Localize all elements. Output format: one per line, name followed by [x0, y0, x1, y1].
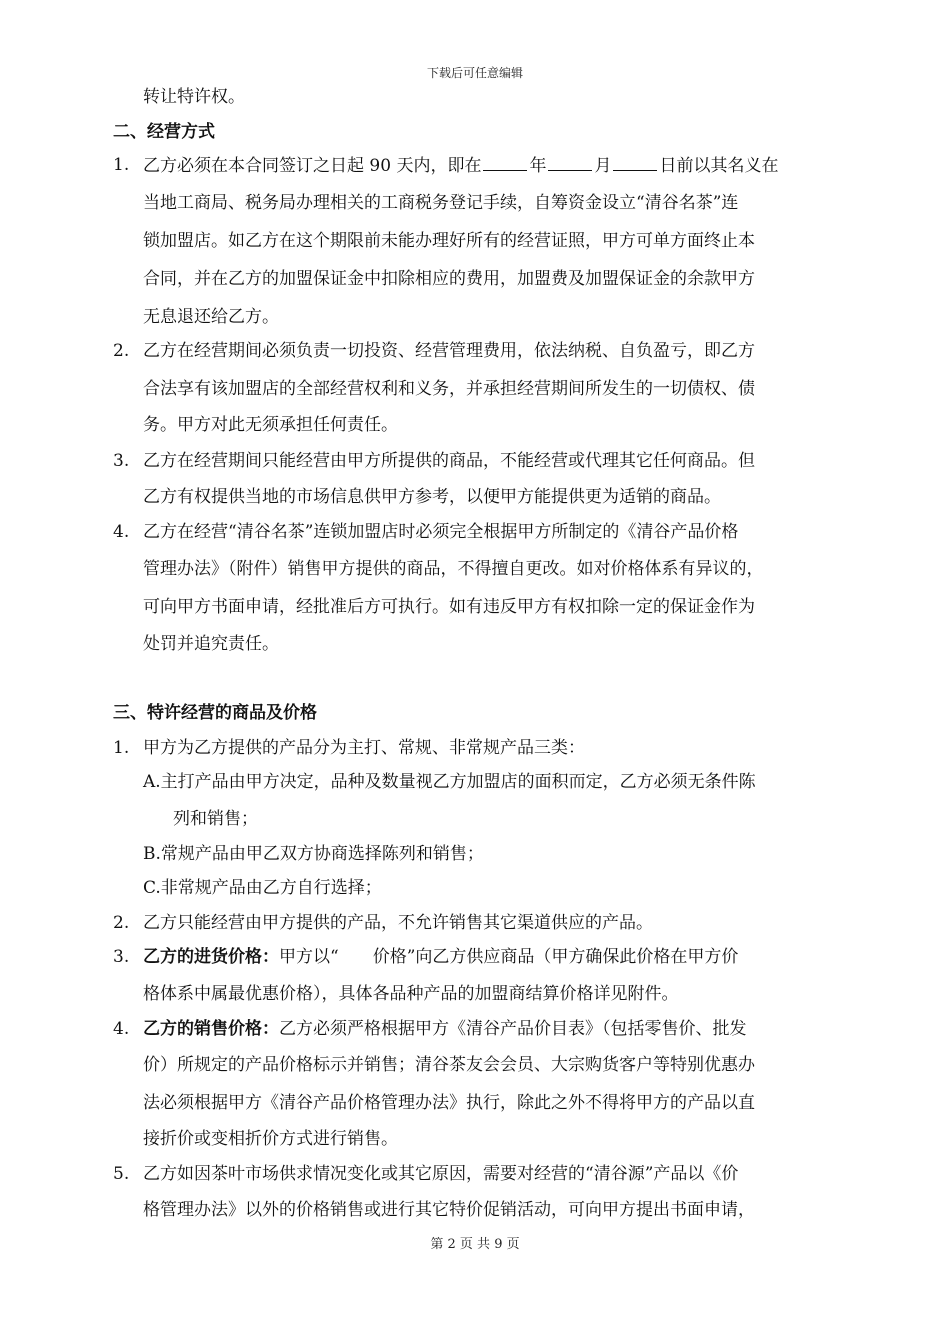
s3-item3-num: 3. — [113, 947, 130, 967]
s3-item1-line: 甲方为乙方提供的产品分为主打、常规、非常规产品三类： — [143, 738, 585, 758]
s3-item4-line4: 接折价或变相折价方式进行销售。 — [143, 1129, 398, 1149]
s2-item2-line2: 合法享有该加盟店的全部经营权利和义务，并承担经营期间所发生的一切债权、债 — [143, 379, 755, 399]
s2-item4-line1: 乙方在经营“清谷名茶”连锁加盟店时必须完全根据甲方所制定的《清谷产品价格 — [143, 522, 739, 542]
intro-line: 转让特许权。 — [143, 87, 245, 107]
s3-item4-line3: 法必须根据甲方《清谷产品价格管理办法》执行，除此之外不得将甲方的产品以直 — [143, 1093, 755, 1113]
s2-item1-line4: 合同，并在乙方的加盟保证金中扣除相应的费用，加盟费及加盟保证金的余款甲方 — [143, 269, 755, 289]
s3-item4-line1 — [143, 1018, 747, 1040]
s2-item1-line2: 当地工商局、税务局办理相关的工商税务登记手续，自筹资金设立“清谷名茶”连 — [143, 193, 739, 213]
s2-item2-num: 2. — [113, 341, 130, 361]
s3-item2-line: 乙方只能经营由甲方提供的产品，不允许销售其它渠道供应的产品。 — [143, 913, 653, 933]
s2-item3-line2: 乙方有权提供当地的市场信息供甲方参考，以便甲方能提供更为适销的商品。 — [143, 487, 721, 507]
s2-item1-line5: 无息退还给乙方。 — [143, 307, 279, 327]
s2-item3-num: 3. — [113, 451, 130, 471]
blank-year — [483, 154, 527, 171]
s2-item3-line1: 乙方在经营期间只能经营由甲方所提供的商品，不能经营或代理其它任何商品。但 — [143, 451, 755, 471]
year-label: 年 — [529, 156, 547, 176]
s2-item2-line1: 乙方在经营期间必须负责一切投资、经营管理费用，依法纳税、自负盈亏，即乙方 — [143, 341, 755, 361]
s3-item3-line1 — [143, 946, 738, 968]
s2-item1-line1 — [143, 154, 778, 177]
page-footer: 第 2 页 共 9 页 — [430, 1237, 520, 1252]
s3-item4-line2: 价）所规定的产品价格标示并销售；清谷茶友会会员、大宗购货客户等特别优惠办 — [143, 1055, 755, 1075]
page-header: 下载后可任意编辑 — [426, 66, 523, 80]
s2-item1-line3: 锁加盟店。如乙方在这个期限前未能办理好所有的经营证照，甲方可单方面终止本 — [143, 231, 755, 251]
s3-item4-text: 乙方必须严格根据甲方《清谷产品价目表》（包括零售价、批发 — [279, 1019, 747, 1039]
s2-item1-num: 1. — [113, 155, 130, 175]
s3-subA-line1: A.主打产品由甲方决定，品种及数量视乙方加盟店的面积而定，乙方必须无条件陈 — [143, 772, 756, 792]
s3-item4-num: 4. — [113, 1019, 130, 1039]
s2-item4-num: 4. — [113, 522, 130, 542]
s3-item5-line1: 乙方如因茶叶市场供求情况变化或其它原因，需要对经营的“清谷源”产品以《价 — [143, 1164, 739, 1184]
s2-item4-line4: 处罚并追究责任。 — [143, 634, 279, 654]
s3-subB: B.常规产品由甲乙双方协商选择陈列和销售； — [143, 844, 484, 864]
s3-item3-text: 甲方以“ 价格”向乙方供应商品（甲方确保此价格在甲方价 — [279, 947, 739, 967]
s3-item5-line2: 格管理办法》以外的价格销售或进行其它特价促销活动，可向甲方提出书面申请， — [143, 1200, 755, 1220]
s3-item5-num: 5. — [113, 1164, 130, 1184]
s3-item4-lead: 乙方的销售价格： — [143, 1019, 279, 1039]
s3-subC: C.非常规产品由乙方自行选择； — [143, 878, 382, 898]
s2-item4-line2: 管理办法》（附件）销售甲方提供的商品，不得擅自更改。如对价格体系有异议的， — [143, 559, 764, 579]
s2-item1-text-b: 日前以其名义在 — [659, 156, 779, 176]
s3-item2-num: 2. — [113, 913, 130, 933]
s3-subA-line2: 列和销售； — [173, 809, 258, 829]
s3-item3-line2: 格体系中属最优惠价格），具体各品种产品的加盟商结算价格详见附件。 — [143, 984, 679, 1004]
s3-item1-num: 1. — [113, 738, 130, 758]
s2-item4-line3: 可向甲方书面申请，经批准后方可执行。如有违反甲方有权扣除一定的保证金作为 — [143, 597, 755, 617]
section2-title: 二、经营方式 — [113, 122, 215, 142]
month-label: 月 — [594, 156, 612, 176]
s2-item1-text-a: 乙方必须在本合同签订之日起 90 天内，即在 — [143, 156, 482, 176]
s3-item3-lead: 乙方的进货价格： — [143, 947, 279, 967]
section3-title: 三、特许经营的商品及价格 — [113, 703, 317, 723]
blank-month — [548, 154, 592, 171]
s2-item2-line3: 务。甲方对此无须承担任何责任。 — [143, 415, 398, 435]
blank-day — [613, 154, 657, 171]
